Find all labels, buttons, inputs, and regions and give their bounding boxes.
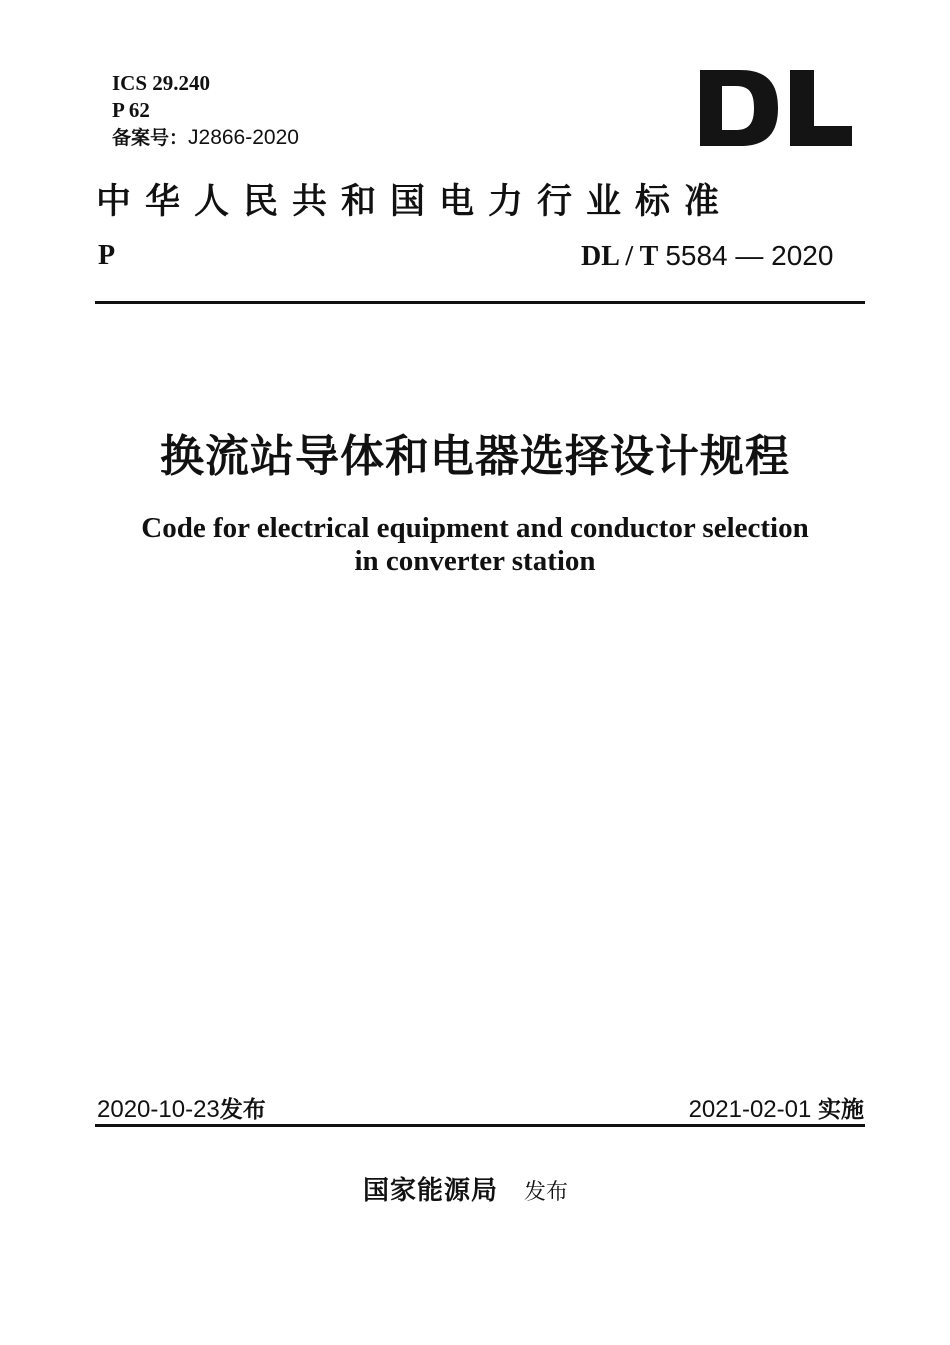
title-english-line2: in converter station [354,545,596,577]
issue-label: 发布 [219,1097,266,1123]
title-english-line1: Code for electrical equipment and conductor selection [141,512,809,544]
classification-code [112,97,150,124]
issuer-name: 国家能源局 [363,1176,499,1206]
issue-date: 2020-10-23 [97,1096,220,1123]
filing-number-line [112,124,299,152]
category-letter: P [98,240,116,271]
title-english [0,512,950,578]
effective-label: 实施 [818,1097,864,1123]
ics-text: ICS 29.240 [112,71,211,95]
issue-date-line [97,1091,266,1124]
standard-prefix: DL / T [581,241,659,272]
effective-date-line [689,1091,864,1124]
filing-label: 备案号： [112,127,189,149]
issuer-line [363,1170,568,1207]
issuer-action: 发布 [524,1180,569,1205]
footer-rule [95,1124,865,1127]
standard-code [581,240,833,273]
header-rule [95,301,865,304]
ics-code [112,70,210,97]
effective-date: 2021-02-01 [688,1096,812,1123]
dl-logo [700,70,852,146]
title-chinese: 换流站导体和电器选择设计规程 [160,431,790,482]
standard-number: 5584 — 2020 [665,240,834,271]
industry-standard-title: 中华人民共和国电力行业标准 [96,181,734,222]
filing-number: J2866-2020 [188,126,299,149]
classification-text: P 62 [112,98,150,122]
